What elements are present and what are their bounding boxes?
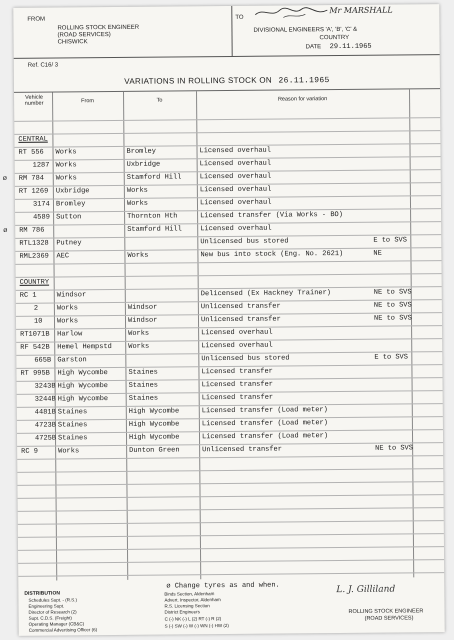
to-cell: Thornton Hth: [127, 212, 178, 221]
col-header-reason: Reason for variation: [277, 96, 328, 103]
distribution-left-1: Schedules Supt. - (R.S.): [28, 597, 77, 603]
from-cell: Windsor: [56, 291, 87, 300]
tyre-mark: ø: [3, 226, 8, 235]
row-divider: [18, 520, 444, 525]
reason-cell: Licensed transfer (Via Works - BO): [200, 211, 343, 221]
reason-cell: Licensed overhaul: [199, 172, 272, 182]
section-heading: COUNTRY: [19, 278, 50, 287]
note-cell: E to SVS: [373, 236, 407, 245]
from-cell: Bromley: [55, 200, 86, 209]
reason-cell: Licensed overhaul: [199, 146, 271, 156]
to-cell: Uxbridge: [126, 160, 161, 169]
tyre-mark: ø: [2, 174, 7, 183]
to-line-1: DIVISIONAL ENGINEERS 'A', 'B', 'C' &: [253, 26, 358, 34]
row-divider: [18, 559, 444, 564]
to-cell: Works: [128, 329, 150, 338]
from-cell: Uxbridge: [55, 187, 90, 196]
reason-cell: Licensed overhaul: [201, 328, 273, 338]
signoff-line-1: ROLLING STOCK ENGINEER: [348, 608, 424, 615]
reason-cell: Unlicensed transfer: [202, 445, 282, 455]
from-cell: Works: [55, 148, 77, 157]
from-cell: Works: [56, 304, 78, 313]
vehicle-number: RT 1269: [18, 187, 49, 196]
from-cell: Hemel Hempstd: [57, 343, 112, 352]
vehicle-number: 665B: [34, 356, 52, 365]
signoff-line-2: (ROAD SERVICES): [364, 615, 414, 622]
to-line-2: COUNTRY: [319, 34, 350, 42]
row-divider: [18, 572, 444, 577]
vehicle-number: 3174: [32, 200, 50, 209]
from-line-2: (ROAD SERVICES): [57, 32, 111, 39]
vehicle-number: 1287: [32, 161, 50, 170]
page-title: [14, 74, 440, 90]
to-cell: Stamford Hill: [127, 225, 182, 234]
col-header-from: From: [81, 98, 95, 105]
title-date: 26.11.1965: [278, 76, 330, 86]
distribution-mid-4: District Engineers: [164, 609, 200, 615]
date-label: DATE: [305, 44, 322, 51]
reason-cell: Licensed transfer (Load meter): [201, 432, 329, 442]
to-cell: Stamford Hill: [126, 173, 182, 182]
to-cell: Works: [126, 186, 148, 195]
reason-cell: Unlicensed transfer: [200, 315, 281, 325]
from-cell: Works: [58, 447, 80, 456]
from-cell: Garston: [57, 356, 87, 365]
to-cell: Works: [127, 251, 149, 260]
vehicle-number: RC 1: [19, 291, 37, 300]
distribution-mid-5: C (-) NK (-) L (2) RT (-) R (2): [164, 616, 222, 622]
distribution-mid-1: Binds Section, Aldenham: [164, 591, 215, 597]
from-cell: Staines: [57, 421, 88, 430]
note-cell: NE to SVS: [373, 301, 412, 310]
row-divider: [18, 546, 444, 551]
to-cell: High Wycombe: [128, 407, 180, 416]
reason-cell: Licensed overhaul: [201, 341, 273, 351]
vehicle-number: RML2369: [19, 252, 49, 261]
distribution-left-5: Operating Manager (CB&C): [28, 621, 85, 627]
vehicle-number: 4725B: [34, 434, 57, 443]
note-cell: E to SVS: [374, 353, 408, 362]
reason-cell: Unlicensed bus stored: [200, 237, 289, 247]
col-header-to: To: [156, 97, 163, 104]
to-cell: Windsor: [127, 316, 158, 325]
note-cell: NE to SVS: [373, 314, 412, 323]
vehicle-number: RT1071B: [20, 330, 50, 339]
date-value: 29.11.1965: [329, 42, 372, 52]
vehicle-number: RM 786: [19, 226, 45, 235]
reason-cell: Licensed transfer: [201, 393, 274, 403]
reason-cell: Licensed overhaul: [199, 198, 272, 208]
variations-table: [2, 88, 444, 581]
from-cell: Putney: [56, 239, 82, 248]
ref-number: Ref. C16/ 3: [27, 62, 59, 69]
to-cell: High Wycombe: [128, 433, 180, 442]
row-divider: [18, 533, 444, 538]
signature: L. J. Gilliland: [336, 584, 396, 596]
title-text: VARIATIONS IN ROLLING STOCK ON: [124, 75, 273, 86]
from-cell: Sutton: [56, 213, 82, 222]
vehicle-number: RT 556: [18, 148, 44, 157]
from-cell: High Wycombe: [57, 395, 109, 404]
reason-cell: Unlicensed bus stored: [201, 354, 290, 364]
row-divider: [18, 494, 444, 499]
distribution-left-4: Supt. C.D.S. (Freight): [28, 615, 72, 621]
to-cell: Staines: [128, 394, 159, 403]
distribution-mid-6: S (-) SW (-) W (-) WN (-) HW (2): [164, 623, 229, 629]
note-cell: NE to SVS: [373, 288, 412, 297]
reason-cell: Licensed overhaul: [200, 224, 272, 234]
distribution-left-3: Director of Research (2): [28, 609, 77, 615]
handwritten-scribble-icon: [253, 5, 329, 20]
distribution-mid-2: Advert. Inspector, Aldenham: [164, 597, 221, 603]
row-divider: [18, 507, 444, 512]
from-box: [13, 6, 232, 59]
from-cell: Works: [56, 317, 79, 326]
reason-cell: Licensed transfer (Load meter): [201, 406, 328, 416]
from-cell: Works: [55, 174, 77, 183]
to-handwritten-name: Mr MARSHALL: [329, 5, 393, 16]
vehicle-number: RTL1328: [19, 239, 49, 248]
to-label: TO: [235, 14, 244, 21]
vehicle-number: 3243B: [34, 382, 56, 391]
row-divider: [17, 481, 443, 486]
reason-cell: Licensed overhaul: [199, 185, 272, 195]
variation-sheet: [2, 4, 444, 636]
vehicle-number: 4723B: [34, 421, 56, 430]
to-cell: Windsor: [127, 303, 158, 312]
reason-cell: Licensed transfer: [201, 367, 273, 377]
from-cell: High Wycombe: [57, 369, 108, 378]
footer-note: ø Change tyres as and when.: [166, 581, 280, 591]
distribution-mid-3: R.S. Licensing Section: [164, 603, 210, 609]
footer: [18, 580, 444, 636]
vehicle-number: 4481B: [34, 408, 56, 417]
to-cell: Works: [126, 199, 149, 208]
from-line-3: CHISWICK: [57, 39, 88, 46]
to-cell: High Wycombe: [128, 420, 180, 429]
from-cell: Staines: [57, 434, 88, 443]
to-cell: Bromley: [126, 147, 156, 156]
vehicle-number: 4589: [33, 213, 50, 222]
col-header-vehicle: Vehicle number: [24, 94, 44, 107]
to-box: [231, 4, 439, 57]
distribution-left-2: Engineering Supt.: [28, 603, 65, 609]
vehicle-number: 3244B: [34, 395, 56, 404]
from-cell: Staines: [57, 408, 88, 417]
from-label: FROM: [27, 16, 46, 23]
row-divider: [14, 117, 440, 122]
row-divider: [17, 468, 443, 473]
vehicle-number: 10: [33, 317, 43, 326]
vehicle-number: RF 542B: [20, 343, 50, 352]
reason-cell: Licensed overhaul: [199, 159, 272, 169]
to-cell: Works: [128, 342, 150, 351]
from-cell: High Wycombe: [57, 382, 109, 391]
note-cell: NE: [373, 249, 382, 258]
vehicle-number: RT 995B: [20, 369, 50, 378]
to-cell: Staines: [128, 381, 159, 390]
note-cell: NE to SVS: [375, 444, 413, 453]
vehicle-number: RC 9: [21, 447, 38, 456]
reason-cell: New bus into stock (Eng. No. 2621): [200, 250, 344, 260]
distribution-left-6: Commercial Advertising Officer (6): [28, 627, 98, 633]
vehicle-number: RM 784: [18, 174, 45, 183]
from-line-1: ROLLING STOCK ENGINEER: [57, 24, 140, 32]
from-cell: AEC: [56, 252, 70, 261]
from-cell: Harlow: [57, 330, 83, 339]
reason-cell: Licensed transfer (Load meter): [201, 419, 328, 429]
distribution-title: DISTRIBUTION: [24, 590, 60, 597]
from-cell: Works: [55, 161, 77, 170]
reason-cell: Unlicensed transfer: [200, 302, 281, 312]
to-cell: Dunton Green: [129, 446, 180, 455]
reason-cell: Licensed transfer: [201, 380, 274, 390]
section-heading: CENTRAL: [18, 135, 48, 144]
to-cell: Staines: [128, 368, 158, 377]
reason-cell: Delicensed (Ex Hackney Trainer): [200, 289, 332, 299]
vehicle-number: 2: [33, 304, 39, 313]
